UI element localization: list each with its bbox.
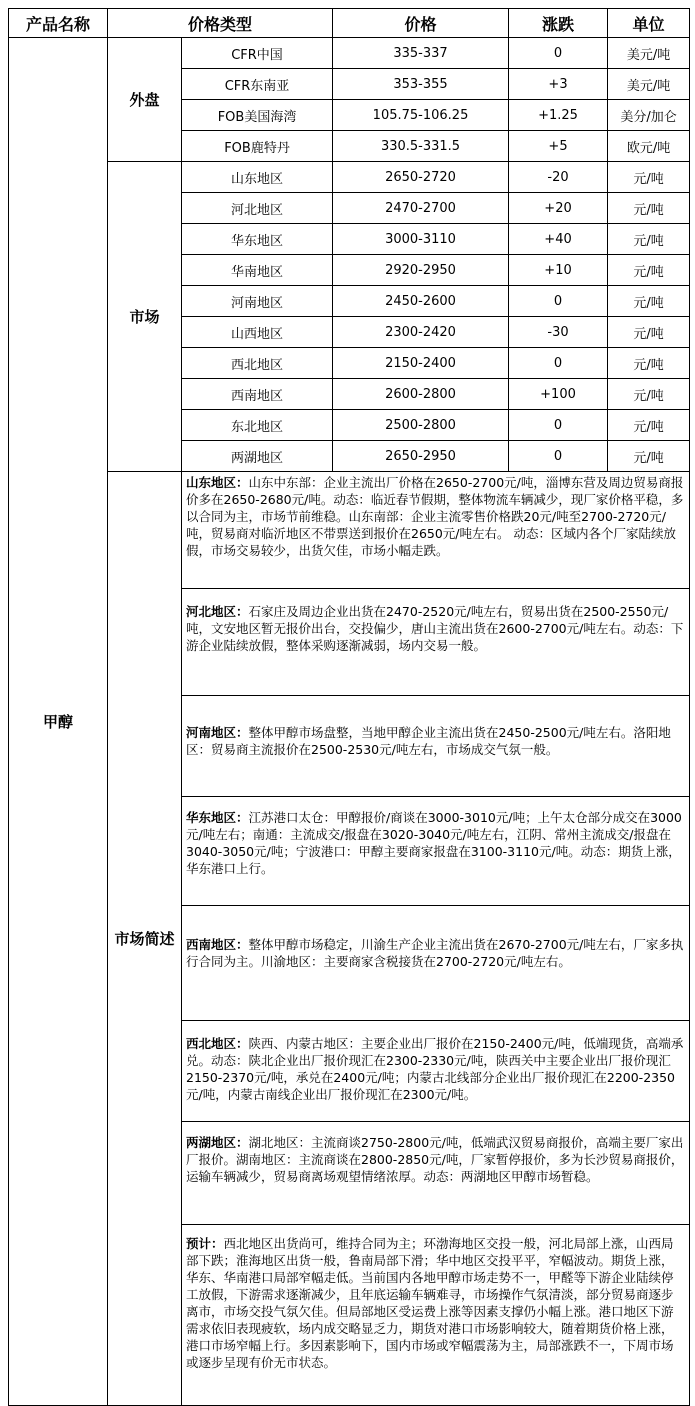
row-type: 华南地区 [182,255,333,286]
row-price: 2500-2800 [333,410,509,441]
group-outer: 外盘 [108,38,182,162]
row-unit: 美元/吨 [608,38,690,69]
row-change: -30 [509,317,608,348]
row-change: 0 [509,410,608,441]
row-price: 2450-2600 [333,286,509,317]
row-change: +100 [509,379,608,410]
summary-row [9,472,690,589]
row-price: 330.5-331.5 [333,131,509,162]
summary-lead: 预计： [186,1236,224,1251]
summary-cell [182,1225,690,1406]
row-change: +40 [509,224,608,255]
summary-cell [182,472,690,589]
row-type: FOB鹿特丹 [182,131,333,162]
row-unit: 元/吨 [608,224,690,255]
row-price: 2920-2950 [333,255,509,286]
row-change: +10 [509,255,608,286]
group-market: 市场 [108,162,182,472]
summary-text: 江苏港口太仓：甲醇报价/商谈在3000-3010元/吨；上午太仓部分成交在3000元/吨左右；南通：主流成交/报盘在3020-3040元/吨左右，江阴、常州主流成交/报盘在3040-3050元/吨；宁波港口：甲醇主要商家报盘在3100-3110元/吨。动态：期货上涨，华东港口上行。 [186,810,682,876]
row-unit: 美元/吨 [608,69,690,100]
summary-text: 整体甲醇市场稳定，川渝生产企业主流出货在2670-2700元/吨左右，厂家多执行合同为主。川渝地区：主要商家含税接货在2700-2720元/吨左右。 [186,937,684,969]
row-type: 山西地区 [182,317,333,348]
row-type: 西南地区 [182,379,333,410]
row-unit: 元/吨 [608,348,690,379]
row-unit: 元/吨 [608,317,690,348]
summary-cell [182,696,690,797]
header-change: 涨跌 [509,9,608,38]
row-price: 335-337 [333,38,509,69]
row-unit: 元/吨 [608,441,690,472]
row-change: +5 [509,131,608,162]
row-type: CFR东南亚 [182,69,333,100]
header-unit: 单位 [608,9,690,38]
row-price: 2650-2950 [333,441,509,472]
row-type: 河北地区 [182,193,333,224]
row-price: 2150-2400 [333,348,509,379]
summary-cell [182,906,690,1021]
header-product: 产品名称 [9,9,108,38]
summary-cell [182,797,690,906]
summary-cell [182,1021,690,1122]
product-name: 甲醇 [9,38,108,1406]
row-price: 353-355 [333,69,509,100]
row-unit: 元/吨 [608,286,690,317]
row-type: FOB美国海湾 [182,100,333,131]
summary-text: 整体甲醇市场盘整，当地甲醇企业主流出货在2450-2500元/吨左右。洛阳地区：贸易商主流报价在2500-2530元/吨左右，市场成交气氛一般。 [186,725,671,757]
row-unit: 元/吨 [608,162,690,193]
row-price: 2470-2700 [333,193,509,224]
row-change: 0 [509,38,608,69]
summary-lead: 两湖地区： [186,1135,249,1150]
row-change: +1.25 [509,100,608,131]
summary-lead: 河南地区： [186,725,249,740]
row-change: 0 [509,348,608,379]
summary-lead: 华东地区： [186,810,249,825]
row-type: 两湖地区 [182,441,333,472]
summary-cell [182,1122,690,1225]
row-price: 105.75-106.25 [333,100,509,131]
row-price: 2600-2800 [333,379,509,410]
row-unit: 元/吨 [608,255,690,286]
summary-text: 湖北地区：主流商谈2750-2800元/吨，低端武汉贸易商报价，高端主要厂家出厂报价。湖南地区：主流商谈在2800-2850元/吨，厂家暂停报价，多为长沙贸易商报价，运输车辆减少，贸易商离场观望情绪浓厚。动态：两湖地区甲醇市场暂稳。 [186,1135,684,1184]
summary-lead: 河北地区： [186,604,249,619]
row-type: 东北地区 [182,410,333,441]
row-price: 3000-3110 [333,224,509,255]
row-price: 2650-2720 [333,162,509,193]
summary-lead: 山东地区： [186,475,249,490]
summary-text: 山东中东部：企业主流出厂价格在2650-2700元/吨，淄博东营及周边贸易商报价多在2650-2680元/吨。动态：临近春节假期，整体物流车辆减少，现厂家价格平稳，多以合同为主，市场节前维稳。山东南部：企业主流零售价格跌20元/吨至2700-2720元/吨，贸易商对临沂地区不带票送到报价在2650元/吨左右。 动态：区域内各个厂家陆续放假，市场交易较少，出货欠佳，市场小幅走跌。 [186,475,684,558]
summary-lead: 西南地区： [186,937,249,952]
summary-text: 西北地区出货尚可，维持合同为主；环渤海地区交投一般，河北局部上涨，山西局部下跌；淮海地区出货一般，鲁南局部下滑；华中地区交投平平，窄幅波动。期货上涨，华东、华南港口局部窄幅走低。当前国内各地甲醇市场走势不一，甲醛等下游企业陆续停工放假，下游需求逐渐减少，且年底运输车辆难寻，市场操作气氛清淡，部分贸易商逐步离市，市场交投气氛欠佳。但局部地区受运费上涨等因素支撑仍小幅上涨。港口地区下游需求依旧表现疲软，场内成交略显乏力，期货对港口市场影响较大，随着期货价格上涨，港口市场窄幅上行。多因素影响下，国内市场或窄幅震荡为主，局部涨跌不一，下周市场或逐步呈现有价无市状态。 [186,1236,674,1370]
row-unit: 元/吨 [608,193,690,224]
summary-text: 陕西、内蒙古地区：主要企业出厂报价在2150-2400元/吨，低端现货，高端承兑。动态：陕北企业出厂报价现汇在2300-2330元/吨，陕西关中主要企业出厂报价现汇2150-2370元/吨，承兑在2400元/吨；内蒙古北线部分企业出厂报价现汇在2200-2350元/吨，内蒙古南线企业出厂报价现汇在2300元/吨。 [186,1036,684,1102]
row-change: 0 [509,441,608,472]
row-change: -20 [509,162,608,193]
row-unit: 元/吨 [608,410,690,441]
table-row [9,162,690,193]
row-type: 河南地区 [182,286,333,317]
header-price-type: 价格类型 [108,9,333,38]
row-change: 0 [509,286,608,317]
summary-lead: 西北地区： [186,1036,249,1051]
row-type: 山东地区 [182,162,333,193]
header-price: 价格 [333,9,509,38]
row-unit: 美分/加仑 [608,100,690,131]
price-table [8,8,690,1406]
table-row [9,38,690,69]
row-unit: 欧元/吨 [608,131,690,162]
row-type: 西北地区 [182,348,333,379]
row-unit: 元/吨 [608,379,690,410]
group-summary: 市场简述 [108,472,182,1406]
summary-text: 石家庄及周边企业出货在2470-2520元/吨左右，贸易出货在2500-2550元/吨，文安地区暂无报价出台，交投偏少，唐山主流出货在2600-2700元/吨左右。动态：下游企业陆续放假，整体采购逐渐减弱，场内交易一般。 [186,604,684,653]
summary-cell [182,589,690,696]
row-change: +20 [509,193,608,224]
row-change: +3 [509,69,608,100]
header-row [9,9,690,38]
row-type: 华东地区 [182,224,333,255]
row-type: CFR中国 [182,38,333,69]
row-price: 2300-2420 [333,317,509,348]
